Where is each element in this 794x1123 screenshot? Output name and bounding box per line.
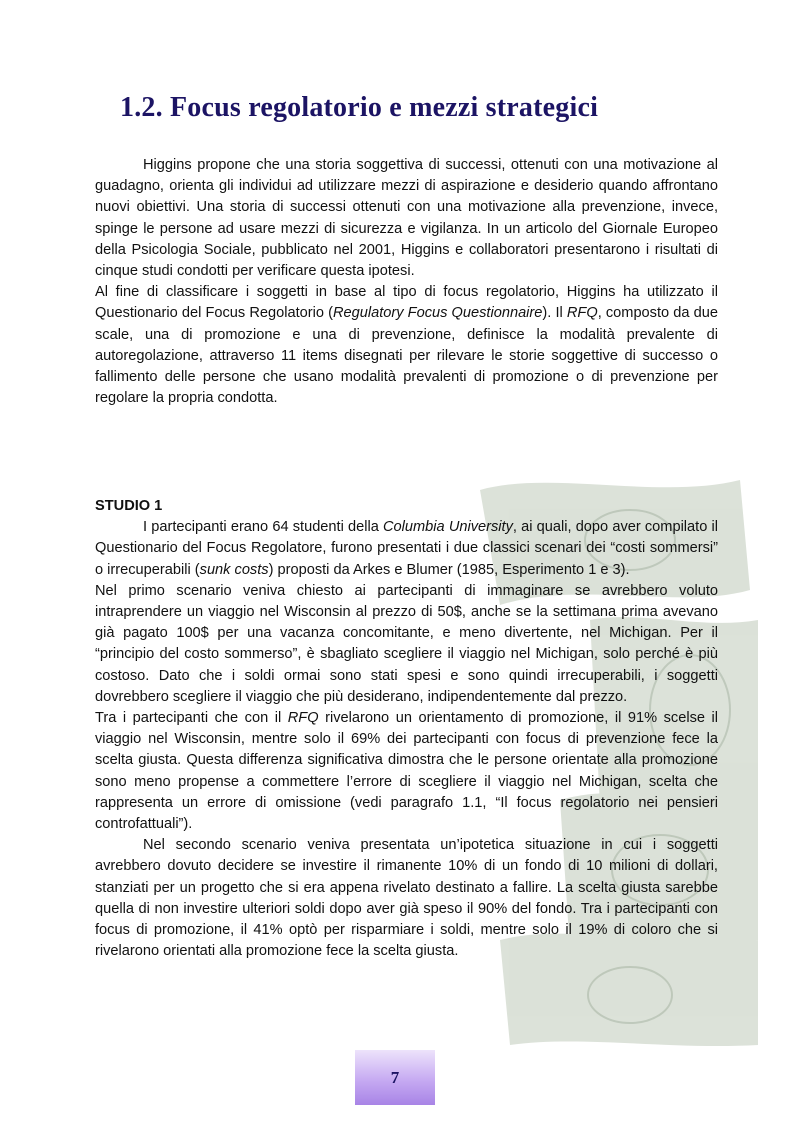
section-heading: 1.2. Focus regolatorio e mezzi strategici bbox=[120, 92, 599, 123]
intro-text bbox=[95, 155, 718, 409]
paragraph: Al fine di classificare i soggetti in base al tipo di focus regolatorio, Higgins ha utilizzato il Questionario del Focus Regolatorio (Regulatory Focus Questionnaire). Il RFQ, composto da due scale, una di promozione e una di prevenzione, definisce la modalità prevalente di autoregolazione, attraverso 11 items disegnati per rilevare le storie soggettive di successo o fallimento delle persone che usano modalità prevalenti di promozione o di prevenzione per regolare la propria condotta. bbox=[95, 284, 718, 407]
paragraph: I partecipanti erano 64 studenti della Columbia University, ai quali, dopo aver compilato il Questionario del Focus Regolatore, furono presentati i due classici scenari dei “costi sommersi” o irrecuperabili (sunk costs) proposti da Arkes e Blumer (1985, Esperimento 1 e 3). bbox=[95, 519, 718, 578]
paragraph: Nel primo scenario veniva chiesto ai partecipanti di immaginare se avrebbero voluto intraprendere un viaggio nel Wisconsin al prezzo di 50$, anche se la settimana prima avevano già pagato 100$ per una vacanza concomitante, e meno divertente, nel Michigan. Per il “principio del costo sommerso”, è sbagliato scegliere il viaggio nel Michigan, solo perché è più costoso. Dato che i soldi ormai sono stati spesi e sono quindi irrecuperabili, i soggetti dovrebbero scegliere il viaggio che più desiderano, indipendentemente dal prezzo. bbox=[95, 582, 718, 705]
paragraph: Tra i partecipanti che con il RFQ rivelarono un orientamento di promozione, il 91% scelse il viaggio nel Wisconsin, mentre solo il 69% dei partecipanti con focus di prevenzione fece la scelta giusta. Questa differenza significativa dimostra che le persone orientate alla promozione sono meno propense a commettere l’errore di scegliere il viaggio nel Michigan, scelta che rappresenta un errore di omissione (vedi paragrafo 1.1, “Il focus regolatorio nei pensieri controfattuali”). bbox=[95, 710, 719, 833]
paragraph: Higgins propone che una storia soggettiva di successi, ottenuti con una motivazione al guadagno, orienta gli individui ad utilizzare mezzi di aspirazione e desiderio quando affrontano nuovi obiettivi. Una storia di successi ottenuti con una motivazione alla prevenzione, invece, spinge le persone ad usare mezzi di sicurezza e vigilanza. In un articolo del Giornale Europeo della Psicologia Sociale, pubblicato nel 2001, Higgins e collaboratori presentarono i risultati di cinque studi condotti per verificare questa ipotesi. bbox=[95, 157, 718, 280]
page-number: 7 bbox=[355, 1050, 435, 1105]
study-section bbox=[95, 496, 718, 962]
study-heading: STUDIO 1 bbox=[95, 498, 163, 514]
paragraph: Nel secondo scenario veniva presentata un’ipotetica situazione in cui i soggetti avrebbero dovuto decidere se investire il rimanente 10% di un fondo di 10 milioni di dollari, stanziati per un progetto che si era appena rivelato destinato a fallire. La scelta giusta sarebbe quella di non investire ulteriori soldi dopo aver già speso il 90% del fondo. Tra i partecipanti con focus di promozione, il 41% optò per risparmiare i soldi, mentre solo il 19% di coloro che si rivelarono orientati alla promozione fece la scelta giusta. bbox=[95, 837, 718, 960]
